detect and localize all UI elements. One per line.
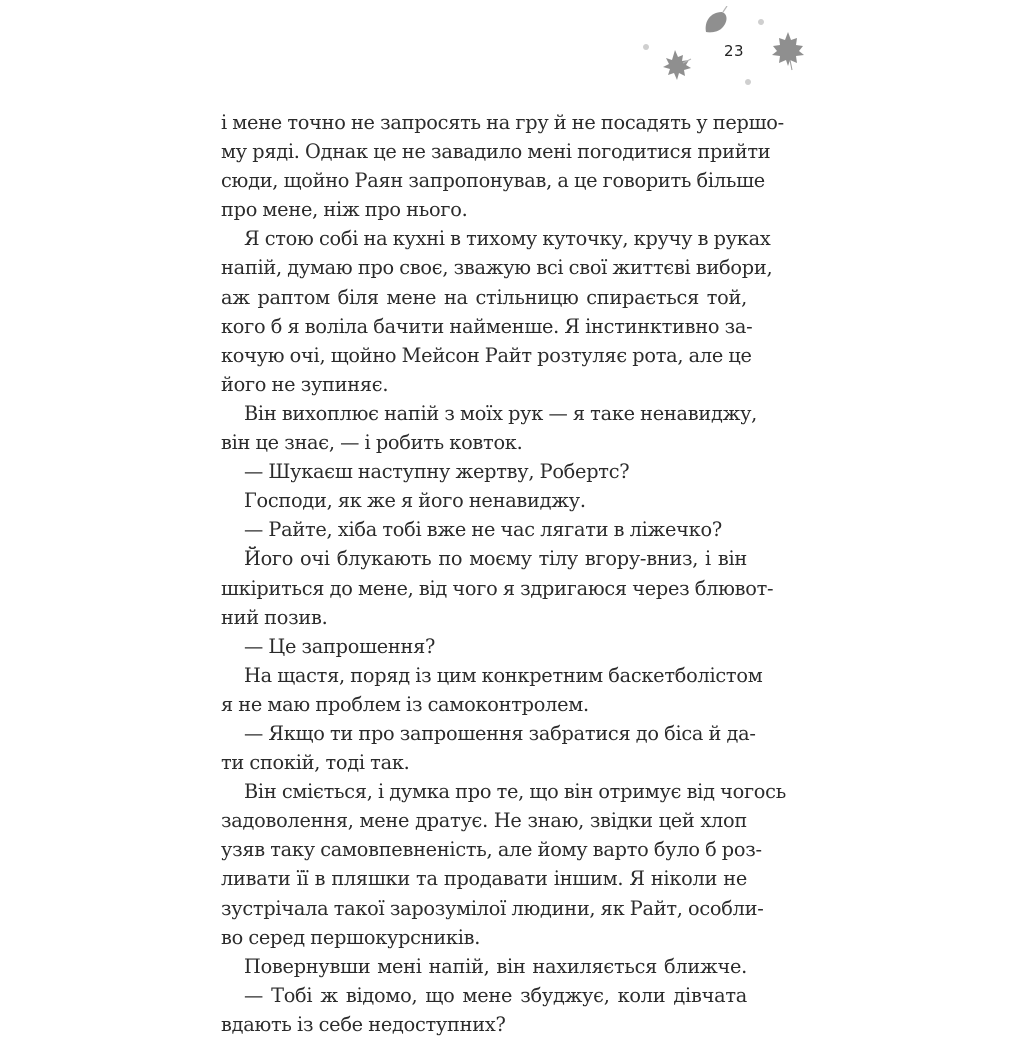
text-line: — Райте, хіба тобі вже не час лягати в ліжечко? (244, 518, 722, 542)
decorative-dot (745, 79, 751, 85)
text-line: кого б я воліла бачити найменше. Я інстинктивно за- (221, 314, 753, 338)
text-line: вдають із себе недоступних? (221, 1012, 506, 1036)
text-line: ний позив. (221, 605, 328, 629)
text-line: зустрічала такої зарозумілої людини, як Райт, особли- (221, 896, 764, 920)
leaf-icon (702, 6, 732, 36)
text-line: напій, думаю про своє, зважую всі свої життєві вибори, (221, 256, 773, 280)
text-line: шкіриться до мене, від чого я здригаюся через блювот- (221, 576, 774, 600)
text-line: кочую очі, щойно Мейсон Райт розтуляє рота, але це (221, 343, 752, 367)
text-line: му ряді. Однак це не завадило мені погодитися прийти (221, 140, 771, 164)
text-line: во серед першокурсників. (221, 925, 481, 949)
decorative-dot (643, 44, 649, 50)
text-line: узяв таку самовпевненість, але йому варто було б роз- (221, 838, 762, 862)
text-line: аж раптом біля мене на стільницю спирається той, (221, 285, 747, 309)
text-line: — Шукаєш наступну жертву, Робертс? (244, 460, 630, 484)
text-line: і мене точно не запросять на гру й не посадять у першо- (221, 111, 784, 134)
text-line: Повернувши мені напій, він нахиляється ближче. (244, 954, 747, 978)
text-line: Він сміється, і думка про те, що він отримує від чогось (244, 780, 786, 804)
text-line: я не маю проблем із самоконтролем. (221, 692, 589, 716)
text-line: — Це запрошення? (244, 634, 436, 658)
text-line: про мене, ніж про нього. (221, 198, 468, 222)
decorative-dot (758, 19, 764, 25)
maple-leaf-icon (660, 48, 694, 82)
page-number: 23 (724, 42, 745, 60)
body-text (221, 108, 786, 1039)
text-line: ливати її в пляшки та продавати іншим. Я ніколи не (221, 867, 747, 891)
text-line: Він вихоплює напій з моїх рук — я таке ненавиджу, (244, 401, 758, 425)
text-line: задоволення, мене дратує. Не знаю, звідки цей хлоп (221, 809, 747, 833)
text-line: Я стою собі на кухні в тихому куточку, кручу в руках (244, 227, 771, 251)
maple-leaf-icon (770, 30, 806, 72)
text-line: його не зупиняє. (221, 372, 389, 396)
text-line: Господи, як же я його ненавиджу. (244, 489, 586, 513)
text-line: він це знає, — і робить ковток. (221, 431, 523, 455)
text-line: На щастя, поряд із цим конкретним баскетболістом (244, 663, 763, 687)
text-line: ти спокій, тоді так. (221, 751, 410, 775)
text-line: — Якщо ти про запрошення забратися до біса й да- (244, 721, 756, 745)
text-line: сюди, щойно Раян запропонував, а це говорить більше (221, 169, 765, 193)
text-line: Його очі блукають по моєму тілу вгору-вниз, і він (244, 547, 747, 571)
text-line: — Тобі ж відомо, що мене збуджує, коли дівчата (244, 983, 747, 1007)
